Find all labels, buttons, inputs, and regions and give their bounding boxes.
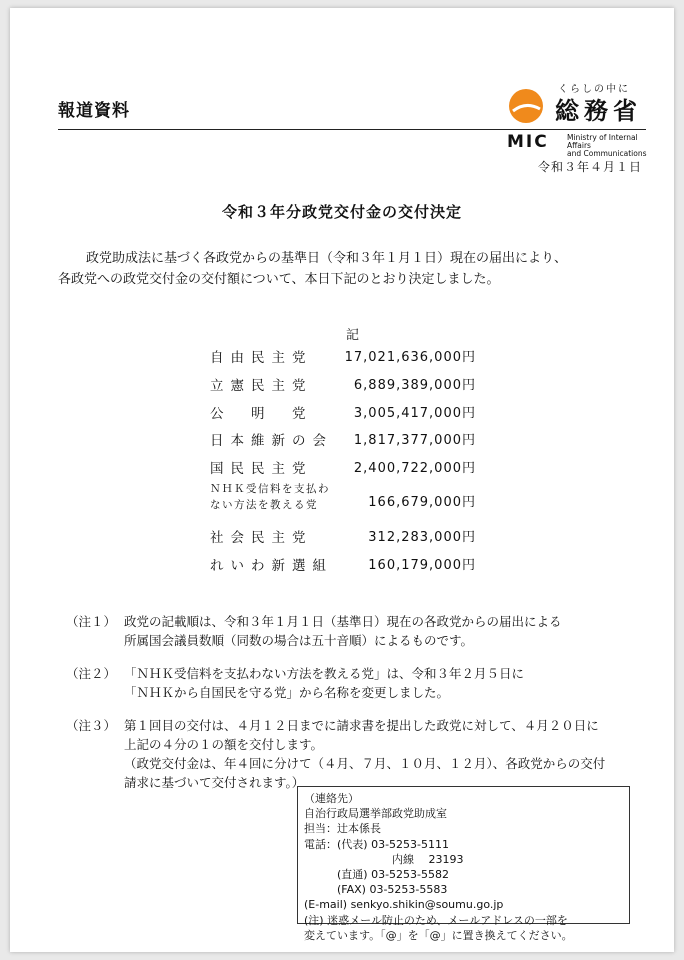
party-name: 立憲民主党	[210, 378, 313, 394]
party-amount: 3,005,417,000円	[353, 406, 476, 421]
party-name: ＮＨＫ受信料を支払わ ない方法を教える党	[210, 483, 330, 511]
logo-ministry-name: 総務省	[555, 97, 642, 125]
document-title: 令和３年分政党交付金の交付決定	[221, 203, 462, 221]
mic-acronym: MIC	[507, 132, 549, 152]
document-page: 報道資料 くらしの中に 総務省 MIC Ministry of Internal Affairs and Communications 令和３年４月１日 令和３年分政党交付金の交付決定 政党助成法に基づく各政党からの基準日（令和３年１月１日）現在の届出により、 各政党への政党交付金の交付額について、本日下記のとおり決定しました。 記 自由民主党 17,021,636,000円 立憲民主党 6,889,389,000円 公 明 党 3,005,417,000円 日本維新の会 1,817,377,000円 国民民主党 2,400,722,000円 ＮＨＫ受信料を支払わ ない方法を教える党 166,679,000円 社会民主党 312,283,000円 れいわ新選組 160,179,000円 （注１） 政党の記載順は、令和３年１月１日（基準日）現在の各政党からの届出による 所属国会議員数順（同数の場合は五十音順）によるものです。 （注２） 「ＮＨＫ受信料を支払わない方法を教える党」は、令和３年２月５日に 「ＮＨＫから自国民を守る党」から名称を変更しました。 （注３） 第１回目の交付は、４月１２日までに請求書を提出した政党に対して、４月２０日に 上記の４分の１の額を交付します。 （政党交付金は、年４回に分けて（４月、７月、１０月、１２月）、各政党からの交付 請求に基づいて交付されます。） （連絡先） 自治行政局選挙部政党助成室 担当：辻本係長 電話：(代表) 03-5253-5111 内線 23193 (直通) 03-5253-5582 (FAX) 03-5253-5583 (E-mail) senkyo.shikin@soumu.go.jp (注) 迷惑メール防止のため、メールアドレスの一部を 変えています。「@」を「@」に置き換えてください。	[10, 8, 674, 952]
party-amount: 160,179,000円	[368, 558, 476, 573]
header-rule	[58, 129, 646, 130]
party-name: 日本維新の会	[210, 433, 333, 449]
party-name: 国民民主党	[210, 461, 313, 477]
party-amount: 17,021,636,000円	[344, 350, 476, 365]
party-name: 自由民主党	[210, 350, 313, 366]
party-name: れいわ新選組	[210, 558, 333, 574]
contact-box: （連絡先） 自治行政局選挙部政党助成室 担当：辻本係長 電話：(代表) 03-5253-5111 内線 23193 (直通) 03-5253-5582 (FAX) 03-5253-5583 (E-mail) senkyo.shikin@soumu.go.jp (注) 迷惑メール防止のため、メールアドレスの一部を 変えています。「@」を「@」に置き換えてください。	[297, 786, 630, 924]
logo-tagline: くらしの中に	[558, 84, 630, 95]
intro-paragraph: 政党助成法に基づく各政党からの基準日（令和３年１月１日）現在の届出により、 各政党への政党交付金の交付額について、本日下記のとおり決定しました。	[58, 251, 568, 287]
release-date: 令和３年４月１日	[538, 160, 643, 174]
party-amount: 1,817,377,000円	[353, 433, 476, 448]
mic-full-name: Ministry of Internal Affairs and Communications	[567, 133, 647, 158]
party-amount: 166,679,000円	[368, 495, 476, 510]
party-amount: 6,889,389,000円	[353, 378, 476, 393]
contact-email: (E-mail) senkyo.shikin@soumu.go.jp	[304, 898, 504, 912]
party-name: 公 明 党	[210, 406, 313, 422]
ki-heading: 記	[346, 328, 360, 343]
press-release-label: 報道資料	[58, 101, 130, 121]
party-amount: 312,283,000円	[368, 530, 476, 545]
party-amount: 2,400,722,000円	[353, 461, 476, 476]
party-name: 社会民主党	[210, 530, 313, 546]
mic-logo-icon	[507, 87, 545, 125]
